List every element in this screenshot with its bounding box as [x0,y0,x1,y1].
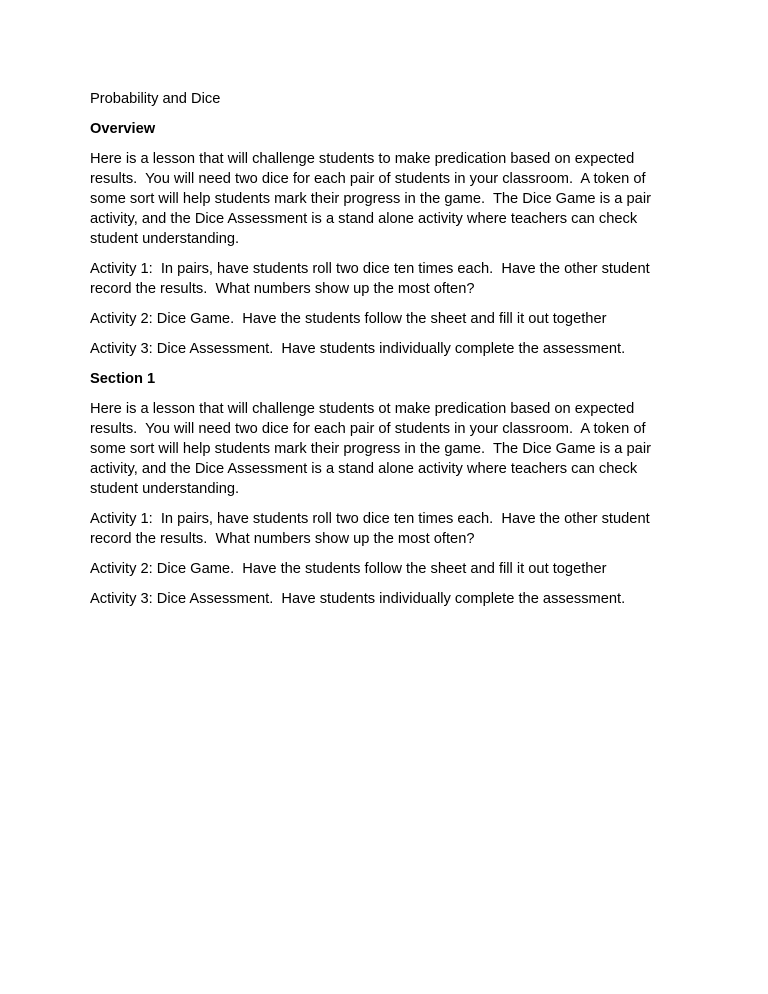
overview-activity-2: Activity 2: Dice Game. Have the students follow the sheet and fill it out together [90,311,607,327]
section-1-activity-2: Activity 2: Dice Game. Have the students follow the sheet and fill it out together [90,561,607,577]
overview-intro-paragraph: Here is a lesson that will challenge students to make predication based on expected results. You will need two dice for each pair of students in your classroom. A token of some sort will help students mark their progress in the game. The Dice Game is a pair activity, and the Dice Assessment is a stand alone activity where teachers can check student understanding. [90,151,656,247]
section-heading-overview: Overview [90,121,156,137]
overview-activity-3: Activity 3: Dice Assessment. Have students individually complete the assessment. [90,341,626,357]
section-1-intro-paragraph: Here is a lesson that will challenge students ot make predication based on expected results. You will need two dice for each pair of students in your classroom. A token of some sort will help students mark their progress in the game. The Dice Game is a pair activity, and the Dice Assessment is a stand alone activity where teachers can check student understanding. [90,401,656,497]
document-title: Probability and Dice [90,91,221,107]
section-1-activity-3: Activity 3: Dice Assessment. Have students individually complete the assessment. [90,591,626,607]
section-1-activity-1: Activity 1: In pairs, have students roll two dice ten times each. Have the other student record the results. What numbers show up the most often? [90,511,654,547]
section-heading-section-1: Section 1 [90,371,156,387]
document-content [90,89,668,619]
overview-activity-1: Activity 1: In pairs, have students roll two dice ten times each. Have the other student record the results. What numbers show up the most often? [90,261,654,297]
